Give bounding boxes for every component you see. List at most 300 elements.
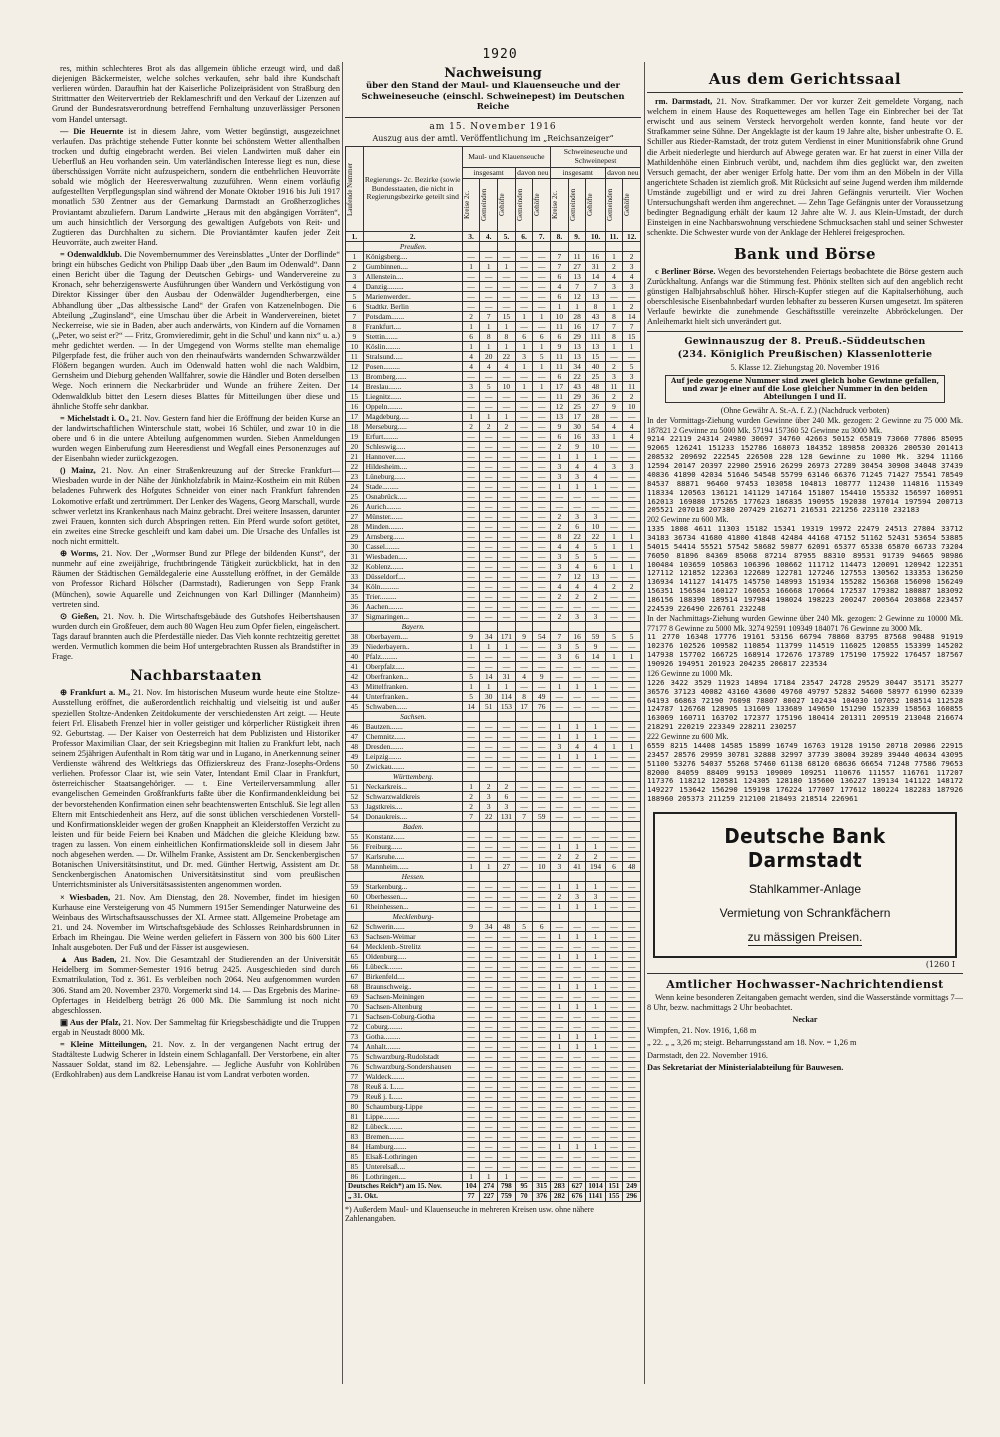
table-cell: — — [605, 661, 623, 671]
table-cell: 9 — [515, 631, 533, 641]
table-cell — [586, 711, 605, 721]
row-number: 5 — [346, 291, 364, 301]
table-cell: 17 — [551, 381, 569, 391]
table-cell: — — [480, 391, 498, 401]
table-cell: 1 — [480, 411, 498, 421]
table-row — [346, 511, 641, 521]
table-cell: — — [568, 1111, 586, 1121]
table-row — [346, 561, 641, 571]
table-row — [346, 381, 641, 391]
table-cell: 13 — [586, 291, 605, 301]
district-name: Birkenfeld.... — [363, 971, 462, 981]
region-heading: Württemberg. — [363, 771, 462, 781]
summary-cell: 676 — [568, 1191, 586, 1201]
table-cell: 1 — [586, 841, 605, 851]
district-name: Konstanz...... — [363, 831, 462, 841]
table-cell: — — [533, 1171, 551, 1181]
table-cell: 1 — [551, 951, 569, 961]
district-name: Aachen........ — [363, 601, 462, 611]
table-cell: — — [533, 511, 551, 521]
table-cell: — — [480, 521, 498, 531]
table-cell: — — [586, 781, 605, 791]
table-cell: — — [605, 481, 623, 491]
table-row — [346, 621, 641, 631]
table-cell: — — [480, 451, 498, 461]
table-cell: 6 — [533, 921, 551, 931]
table-cell: 11 — [551, 351, 569, 361]
water-river: Neckar — [792, 1015, 818, 1025]
table-cell: — — [515, 861, 533, 871]
table-cell: — — [480, 471, 498, 481]
table-cell: — — [623, 891, 641, 901]
district-name: Bromberg...... — [363, 371, 462, 381]
table-cell: 3 — [551, 641, 569, 651]
table-cell: — — [515, 801, 533, 811]
left-column — [52, 64, 340, 1374]
table-cell: 1 — [586, 881, 605, 891]
table-cell: — — [462, 891, 480, 901]
table-cell: — — [480, 991, 498, 1001]
table-cell: — — [498, 591, 516, 601]
table-cell — [623, 771, 641, 781]
row-number: 24 — [346, 481, 364, 491]
table-cell: 5 — [586, 541, 605, 551]
table-cell: — — [551, 761, 569, 771]
table-cell: 59 — [586, 631, 605, 641]
table-cell — [551, 871, 569, 881]
header-insgesamt: insgesamt — [551, 167, 606, 178]
district-name: Posen......... — [363, 361, 462, 371]
table-cell: 30 — [480, 691, 498, 701]
lottery-afternoon: In der Nachmittags-Ziehung wurden Gewinne über 240 Mk. gezogen: 2 Gewinne zu 10000 Mk. 77177 8 Gewinne zu 5000 Mk. 3274 92591 109349 184071 76 Gewinne zu 3000 Mk. — [647, 613, 963, 633]
table-cell: — — [515, 1031, 533, 1041]
ad-line: Vermietung von Schrankfächern — [719, 906, 891, 921]
table-cell: — — [623, 841, 641, 851]
table-cell: — — [515, 421, 533, 431]
row-number: 36 — [346, 601, 364, 611]
table-cell: 1 — [605, 741, 623, 751]
table-row — [346, 681, 641, 691]
table-row — [346, 601, 641, 611]
table-cell: — — [586, 921, 605, 931]
table-cell: 3 — [605, 461, 623, 471]
table-cell: — — [515, 981, 533, 991]
table-cell: 6 — [551, 291, 569, 301]
summary-cell: 282 — [551, 1191, 569, 1201]
table-cell: — — [605, 1041, 623, 1051]
table-cell: — — [533, 611, 551, 621]
article-odenwald — [52, 250, 340, 412]
district-name: Unterelsaß.... — [363, 1161, 462, 1171]
table-row — [346, 311, 641, 321]
table-cell — [515, 771, 533, 781]
district-name: Karlsruhe..... — [363, 851, 462, 861]
table-cell: — — [480, 251, 498, 261]
article-lead: × Wiesbaden, — [60, 892, 111, 902]
table-cell — [551, 621, 569, 631]
table-cell — [462, 621, 480, 631]
summary-cell: 1014 — [586, 1181, 605, 1191]
table-cell: — — [498, 841, 516, 851]
table-cell: — — [605, 1171, 623, 1181]
table-row — [346, 851, 641, 861]
district-name: Oberfranken... — [363, 671, 462, 681]
table-cell: 3 — [498, 801, 516, 811]
summary-cell: 274 — [480, 1181, 498, 1191]
table-cell: — — [568, 781, 586, 791]
row-number: 34 — [346, 581, 364, 591]
table-cell: — — [462, 251, 480, 261]
table-cell: 8 — [515, 691, 533, 701]
table-cell — [515, 871, 533, 881]
table-cell: — — [515, 451, 533, 461]
table-cell: 25 — [586, 371, 605, 381]
table-cell: 1 — [462, 411, 480, 421]
table-cell: 3 — [551, 551, 569, 561]
table-cell: — — [498, 1031, 516, 1041]
table-cell: — — [623, 1071, 641, 1081]
table-cell: — — [568, 1051, 586, 1061]
table-cell: — — [515, 761, 533, 771]
table-cell: 3 — [568, 511, 586, 521]
row-number: 35 — [346, 591, 364, 601]
table-cell: — — [568, 831, 586, 841]
table-cell: — — [623, 1051, 641, 1061]
table-cell: 14 — [623, 311, 641, 321]
table-cell: 4 — [623, 431, 641, 441]
table-cell: — — [498, 491, 516, 501]
table-row — [346, 1011, 641, 1021]
table-cell: — — [533, 731, 551, 741]
table-cell: — — [480, 591, 498, 601]
table-cell: 29 — [568, 391, 586, 401]
table-row — [346, 501, 641, 511]
table-cell: — — [515, 1081, 533, 1091]
table-cell: 4 — [551, 281, 569, 291]
table-cell: — — [568, 1161, 586, 1171]
table-cell: — — [605, 1011, 623, 1021]
article-frankfurt — [52, 688, 340, 890]
table-cell: — — [605, 601, 623, 611]
table-cell: — — [623, 471, 641, 481]
table-cell: — — [533, 721, 551, 731]
table-cell: 1 — [568, 721, 586, 731]
table-cell: — — [498, 1151, 516, 1161]
table-cell: — — [480, 431, 498, 441]
table-cell: 9 — [605, 401, 623, 411]
row-number: 4 — [346, 281, 364, 291]
table-cell: — — [586, 1091, 605, 1101]
table-row — [346, 491, 641, 501]
table-cell: 51 — [480, 701, 498, 711]
article-lead: c Berliner Börse. — [655, 266, 716, 276]
district-name: Sachsen-Coburg-Gotha — [363, 1011, 462, 1021]
table-cell — [480, 711, 498, 721]
table-cell: — — [480, 761, 498, 771]
district-name: Erfurt........ — [363, 431, 462, 441]
table-cell: — — [586, 1171, 605, 1181]
table-cell: — — [533, 641, 551, 651]
water-reading: „ 22. „ „ 3,26 m; steigt. Beharrungsstand am 18. Nov. = 1,26 m — [647, 1038, 857, 1048]
row-number: 70 — [346, 1001, 364, 1011]
table-cell: 7 — [568, 281, 586, 291]
table-cell: — — [623, 1121, 641, 1131]
table-cell — [605, 821, 623, 831]
table-cell: — — [515, 1151, 533, 1161]
table-cell: — — [586, 601, 605, 611]
table-cell: — — [515, 781, 533, 791]
table-cell: 13 — [586, 341, 605, 351]
table-cell: — — [480, 981, 498, 991]
district-name: Schwaben...... — [363, 701, 462, 711]
table-cell: — — [515, 391, 533, 401]
table-cell: 111 — [586, 331, 605, 341]
table-cell: 25 — [568, 401, 586, 411]
table-cell: — — [498, 1041, 516, 1051]
table-cell: — — [533, 431, 551, 441]
table-cell: 1 — [515, 341, 533, 351]
table-cell: — — [623, 1111, 641, 1121]
table-cell: — — [533, 301, 551, 311]
table-row — [346, 1041, 641, 1051]
table-cell: — — [462, 1141, 480, 1151]
table-cell: — — [623, 721, 641, 731]
column-number: 9. — [568, 231, 586, 241]
page-number: 1920 — [482, 47, 518, 62]
table-cell: — — [551, 691, 569, 701]
table-cell: — — [586, 1051, 605, 1061]
table-cell: — — [462, 481, 480, 491]
table-cell: — — [515, 541, 533, 551]
table-cell: 1 — [462, 681, 480, 691]
district-name: Niederbayern.. — [363, 641, 462, 651]
table-cell: 1 — [498, 321, 516, 331]
table-cell: — — [462, 401, 480, 411]
table-row — [346, 521, 641, 531]
table-cell: 3 — [551, 861, 569, 871]
article-body: Wegen des bevorstehenden Feiertags beobachtete die Börse gestern auch Zurückhaltung. Anfangs war die Stimmung fest. Phönix stellten sich auf den angeblich recht günstigen Halbjahrsabschluß höher. Hirsch-Kupfer stiegen auf die Kapitalserhöhung, auch oberschlesische Eisenbahnbedarf wurden lebhafter zu besseren Kursen umgesetzt. Im späteren Verlaufe bewirkte die zunehmende Geschäftsstille vereinzelte Abbröckelungen. Der Anleihemarkt hielt sich unverändert gut. — [647, 266, 963, 327]
table-cell: — — [480, 1091, 498, 1101]
table-cell: — — [623, 951, 641, 961]
column-number: 11. — [605, 231, 623, 241]
table-cell: — — [533, 281, 551, 291]
table-cell: 1 — [605, 301, 623, 311]
article-gericht — [647, 97, 963, 239]
table-cell: — — [480, 441, 498, 451]
table-cell: — — [533, 591, 551, 601]
header-insgesamt: insgesamt — [462, 167, 515, 178]
table-cell: — — [623, 761, 641, 771]
table-cell: 3 — [551, 471, 569, 481]
table-cell: 11 — [568, 251, 586, 261]
table-cell — [515, 241, 533, 251]
district-name: Stadtkr. Berlin — [363, 301, 462, 311]
table-cell: 1 — [623, 341, 641, 351]
table-cell: — — [533, 951, 551, 961]
table-cell: — — [533, 891, 551, 901]
table-cell: 2 — [568, 591, 586, 601]
table-row — [346, 551, 641, 561]
table-cell: — — [623, 1031, 641, 1041]
table-cell: — — [605, 1101, 623, 1111]
table-cell: — — [551, 1121, 569, 1131]
table-cell: 2 — [498, 421, 516, 431]
article-body: 21. Nov. An einer Straßenkreuzung auf der Strecke Frankfurt—Wiesbaden wurde in der Nähe der Jünkholzfabrik in Mainz-Kostheim ein mit Rüben beladenes Fuhrwerk des Hofgutes Schneider von einer nach Frankfurt fahrenden Lokomotive erfaßt und zertrümmert. Der Lenker des Wagens, Georg Marschall, wurde schwer verletzt ins Krankenhaus nach Mainz gebracht. Drei weitere Insassen, darunter zwei Frauen, konnten sich durch Abspringen retten. Ein Pferd wurde sofort getötet, ein zweites eine Strecke geschleift und kam dabei um. Die Ursache des Unfalles ist noch nicht ermittelt. — [52, 466, 340, 547]
divider — [647, 92, 963, 93]
table-cell: — — [533, 501, 551, 511]
row-number: 20 — [346, 441, 364, 451]
table-cell: 16 — [568, 431, 586, 441]
table-cell: — — [605, 641, 623, 651]
table-cell: — — [586, 691, 605, 701]
column-number-row — [346, 231, 641, 241]
row-number: 57 — [346, 851, 364, 861]
summary-cell: 227 — [480, 1191, 498, 1201]
table-cell: — — [605, 611, 623, 621]
table-cell: — — [462, 591, 480, 601]
row-number: 40 — [346, 651, 364, 661]
lottery-numbers: 9214 22119 24314 24980 30697 34760 42663 50152 65819 73060 77806 85095 92065 126241 151233 152786 168073 184352 189858 200326 200530 201413 208532 209692 222545 226508 228 128 Gewinne zu 1000 Mk. 3294 11166 12594 20147 20397 22900 25916 26299 26973 27289 30454 30908 34048 37439 40836 41890 42034 51646 54548 55799 63146 66376 71245 71427 75541 78549 84537 88871 96460 97453 103058 104813 108777 112430 114816 115349 118334 120563 136121 141129 147164 151807 154410 155332 156597 160951 162013 169880 175265 177623 186835 190955 192038 197014 197594 200713 205521 207018 207380 207429 216271 216531 221256 223110 232183 — [647, 434, 963, 515]
table-cell: 10 — [533, 861, 551, 871]
table-cell: — — [515, 561, 533, 571]
row-number: 55 — [346, 831, 364, 841]
table-cell: 8 — [480, 331, 498, 341]
table-cell: — — [533, 831, 551, 841]
table-cell — [533, 241, 551, 251]
table-cell: — — [480, 1001, 498, 1011]
summary-cell: 283 — [551, 1181, 569, 1191]
table-cell: — — [533, 471, 551, 481]
table-cell: 5 — [623, 361, 641, 371]
table-cell: — — [533, 581, 551, 591]
table-cell: 10 — [498, 381, 516, 391]
table-cell: — — [498, 1131, 516, 1141]
table-row — [346, 791, 641, 801]
table-cell: — — [515, 931, 533, 941]
row-number: 65 — [346, 951, 364, 961]
table-cell: — — [480, 301, 498, 311]
table-cell: 4 — [498, 361, 516, 371]
table-row — [346, 1061, 641, 1071]
summary-label: „ 31. Okt. — [346, 1191, 463, 1201]
table-cell: — — [462, 561, 480, 571]
table-row — [346, 971, 641, 981]
table-cell: — — [605, 511, 623, 521]
table-row — [346, 901, 641, 911]
table-cell: 3 — [623, 461, 641, 471]
table-cell: 3 — [551, 561, 569, 571]
table-cell: — — [623, 521, 641, 531]
table-cell: — — [515, 971, 533, 981]
table-row — [346, 671, 641, 681]
district-name: Stettin....... — [363, 331, 462, 341]
table-cell: 22 — [568, 531, 586, 541]
header-davon-neu: davon neu — [517, 167, 549, 177]
district-name: Marienwerder.. — [363, 291, 462, 301]
table-cell: — — [462, 731, 480, 741]
table-cell: — — [586, 1161, 605, 1171]
table-cell: 8 — [605, 331, 623, 341]
table-cell: 1 — [480, 321, 498, 331]
table-cell: — — [498, 751, 516, 761]
district-name: Minden........ — [363, 521, 462, 531]
table-cell: 3 — [605, 281, 623, 291]
table-cell: 10 — [551, 311, 569, 321]
table-cell: 17 — [586, 321, 605, 331]
row-number: 68 — [346, 981, 364, 991]
table-cell: 1 — [605, 561, 623, 571]
table-cell: — — [498, 891, 516, 901]
table-cell: — — [623, 851, 641, 861]
district-name: Lothringen.... — [363, 1171, 462, 1181]
table-cell: 9 — [568, 441, 586, 451]
table-cell: — — [480, 1141, 498, 1151]
article-lead: = Odenwaldklub. — [60, 249, 122, 259]
table-cell: 4 — [462, 351, 480, 361]
table-cell: — — [605, 521, 623, 531]
table-cell: — — [498, 831, 516, 841]
district-name: Köslin........ — [363, 341, 462, 351]
row-number: 10 — [346, 341, 364, 351]
article-body: 21. Nov. Im historischen Museum wurde heute eine Stoltze-Ausstellung eröffnet, die außerordentlich reichhaltig und vielseitig ist und außer speziellen Stoltze-Andenken Zeitdokumente der verschiedensten Art zeigt. — Heute feiert Frl. Elisabeth Frenzel hier in voller geistiger und körperlicher Rüstigkeit ihren 92. Geburtstag. — Der Kaiser von Oesterreich hat dem Publizisten und Historiker Professor Maximilian Claar, der seit Kriegsbeginn mit Italien zu Frankfurt lebt, nach seinem 25jährigen Aufenthalt in Rom tätig war und in Lugano, in Anerkennung seiner Verdienste während des Weltkriegs das Offizierskreuz des Franz-Josephs-Ordens verliehen. Professor Claar ist, wie sein Vater, Intendant Emil Claar in Frankfurt, österreichischer Staatsangehöriger. — t. Eine Verteilerversammlung aller evangelischen Gemeinden Großfrankfurts faßte über die Konfirmandenkleidung bei der bevorstehenden Konfirmation einen sehr beachtenswerten Entschluß. Sie legt allen Eltern mit Entschiedenheit ans Herz, auf die sonst üblichen verschiedenen Vorstell- und Konfirmationskleider wegen der großen Knappheit an Kleiderstoffen Verzicht zu leisten und für beide Feiern bei Knaben und Mädchen die gleiche Kleidung bzw. tragen zu lassen. Von einem einheitlichen Konfirmationskleide soll in diesem Jahr noch abgesehen werden. — Dr. Wilhelm Franke, Assistent am Dr. Senckenbergischen Botanischen Universitätsinstitut, und Dr. med. Günther Hertwig, Assistent am Dr. Senckenbergischen Anatomischen Universitätsinstitut sind vom preußischen Unterrichtsminister als Universitätsassistenten angenommen worden. — [52, 688, 340, 890]
lottery-note: Auf jede gezogene Nummer sind zwei gleich hohe Gewinne gefallen, und zwar je einer auf die Lose gleicher Nummer in den beiden Abteilungen I und II. — [665, 375, 945, 403]
article-kleine — [52, 1040, 340, 1080]
table-cell: 4 — [551, 581, 569, 591]
table-cell: — — [480, 741, 498, 751]
table-cell — [551, 911, 569, 921]
article-lead: rm. Darmstadt, — [655, 97, 713, 106]
table-cell: — — [568, 1081, 586, 1091]
table-cell: 7 — [586, 281, 605, 291]
table-cell: 3 — [623, 281, 641, 291]
table-cell: — — [498, 551, 516, 561]
table-cell: — — [551, 1131, 569, 1141]
row-number: 45 — [346, 701, 364, 711]
table-cell: — — [480, 481, 498, 491]
table-cell: 3 — [462, 381, 480, 391]
table-cell: — — [515, 511, 533, 521]
table-cell: — — [568, 961, 586, 971]
table-row — [346, 251, 641, 261]
table-cell — [551, 771, 569, 781]
table-cell — [568, 711, 586, 721]
table-cell: — — [462, 551, 480, 561]
table-cell: — — [605, 1161, 623, 1171]
table-cell: 5 — [568, 551, 586, 561]
table-cell: — — [498, 1021, 516, 1031]
table-cell: — — [515, 301, 533, 311]
table-row — [346, 781, 641, 791]
table-row — [346, 531, 641, 541]
table-cell: 10 — [586, 521, 605, 531]
table-cell: — — [533, 851, 551, 861]
article-giessen — [52, 612, 340, 663]
table-cell: — — [533, 391, 551, 401]
row-number: 6 — [346, 301, 364, 311]
table-cell: 16 — [568, 321, 586, 331]
table-cell: 4 — [605, 421, 623, 431]
table-cell: — — [568, 791, 586, 801]
table-cell: — — [586, 761, 605, 771]
table-cell: — — [605, 1121, 623, 1131]
water-sign-date: Darmstadt, den 22. November 1916. — [647, 1050, 768, 1060]
row-number: 69 — [346, 991, 364, 1001]
table-cell: — — [533, 791, 551, 801]
article-lead: () Mainz, — [60, 466, 96, 476]
table-cell: 131 — [498, 811, 516, 821]
table-cell: 30 — [568, 421, 586, 431]
district-name: Hannover...... — [363, 451, 462, 461]
